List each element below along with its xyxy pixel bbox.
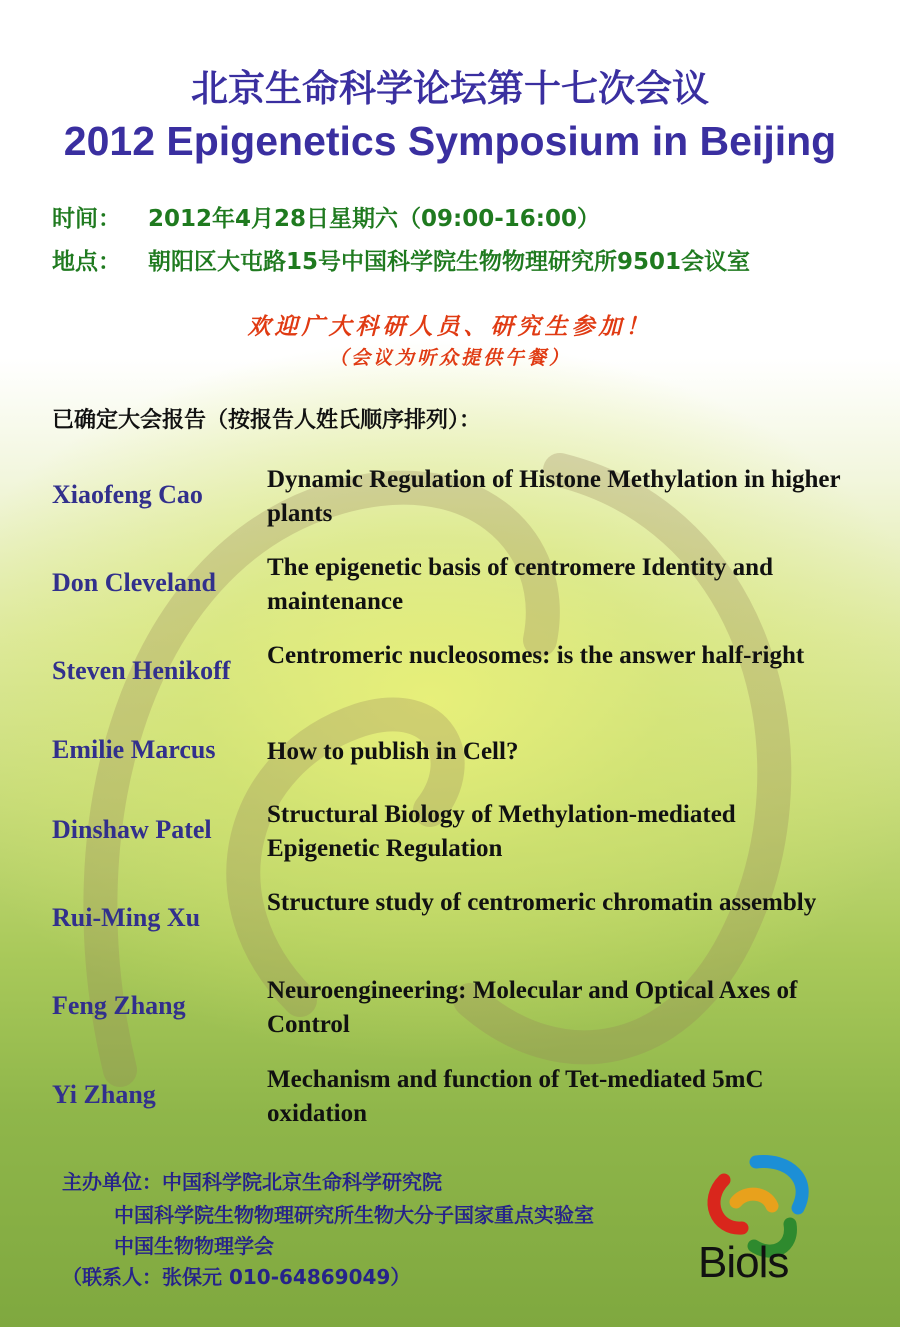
time-value: 2012年4月28日星期六（09:00-16:00） [148,206,600,232]
title-english: 2012 Epigenetics Symposium in Beijing [63,118,837,164]
place-label: 地点： [52,249,121,275]
contact-line: （联系人：张保元 010-64869049） [62,1265,411,1289]
talk-title: Structural Biology of Methylation-mediated Epigenetic Regulation [267,801,736,862]
time-line [52,200,600,233]
organizer-line-2: 中国科学院生物物理研究所生物大分子国家重点实验室 [114,1203,594,1227]
talk-title: The epigenetic basis of centromere Identity and maintenance [267,554,773,615]
title-chinese: 北京生命科学论坛第十七次会议 [191,67,709,110]
talk-title: Centromeric nucleosomes: is the answer half-right [267,642,805,669]
time-label: 时间： [52,206,121,232]
organizer-line-3: 中国生物物理学会 [114,1234,274,1258]
speakers-heading: 已确定大会报告（按报告人姓氏顺序排列）： [52,408,482,433]
speaker-name: Steven Henikoff [52,656,231,685]
speaker-name: Yi Zhang [52,1080,156,1109]
talk-title: Dynamic Regulation of Histone Methylation in higher plants [267,466,841,527]
speaker-name: Xiaofeng Cao [52,480,203,509]
talk-title: How to publish in Cell? [267,738,519,765]
speaker-name: Don Cleveland [52,568,216,597]
speaker-name: Feng Zhang [52,991,186,1020]
talk-title: Mechanism and function of Tet-mediated 5mC oxidation [267,1066,764,1127]
speaker-name: Rui-Ming Xu [52,903,201,932]
biols-logo-text: Biols [698,1238,789,1287]
speaker-name: Dinshaw Patel [52,815,212,844]
organizer-line-1: 主办单位：中国科学院北京生命科学研究院 [62,1170,442,1194]
lunch-note: （会议为听众提供午餐） [328,347,571,369]
talk-title: Structure study of centromeric chromatin assembly [267,889,817,916]
welcome-message: 欢迎广大科研人员、研究生参加！ [247,313,653,340]
place-value: 朝阳区大屯路15号中国科学院生物物理研究所9501会议室 [148,249,751,275]
place-line [52,243,750,276]
talk-title: Neuroengineering: Molecular and Optical Axes of Control [267,977,798,1038]
speaker-name: Emilie Marcus [52,735,216,764]
